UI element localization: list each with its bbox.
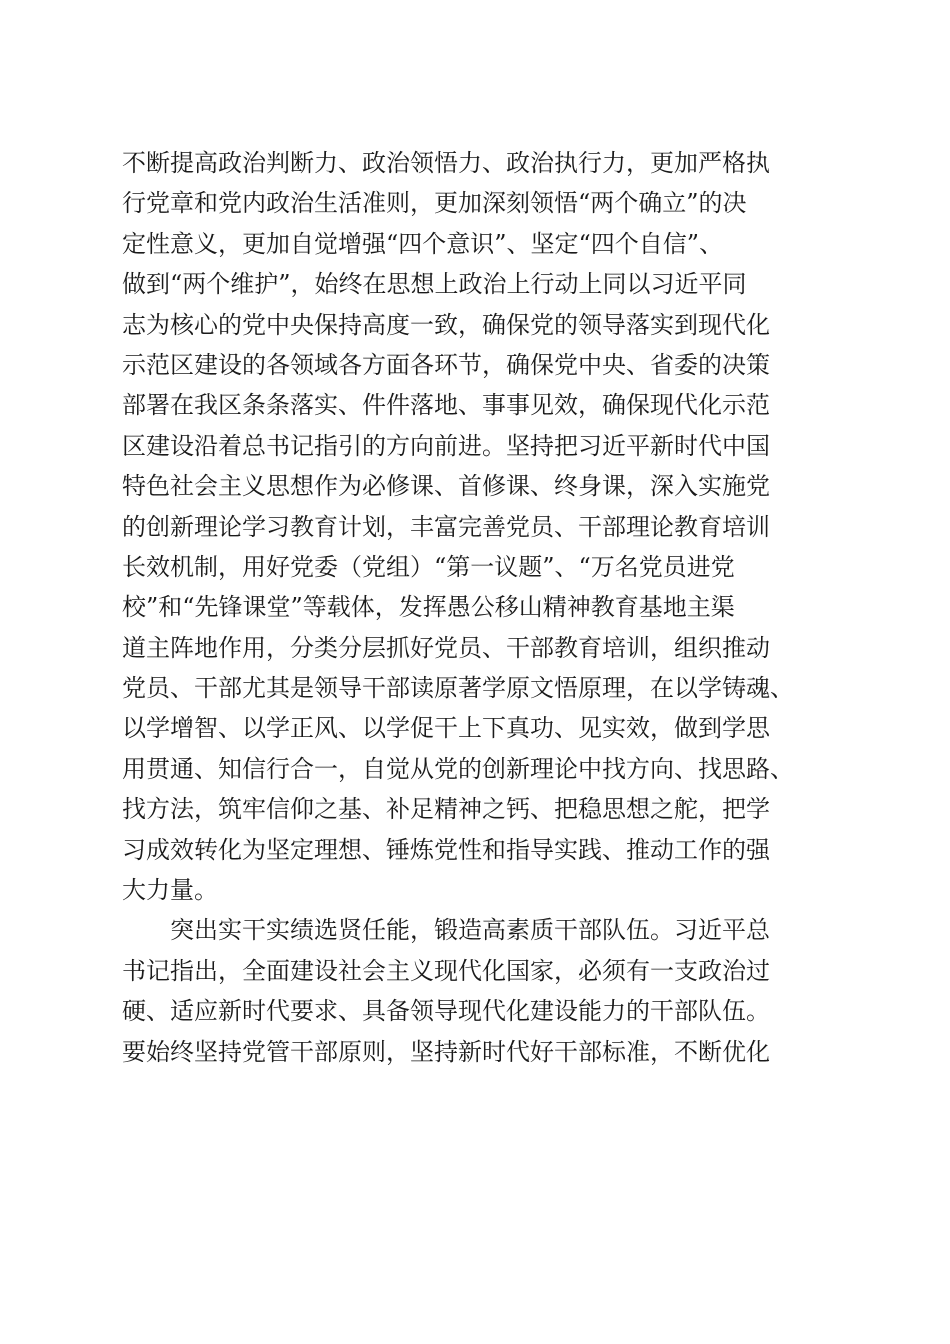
- text-line-23: 要始终坚持党管干部原则，坚持新时代好干部标准，不断优化: [122, 1037, 770, 1066]
- text-line-15: 以学增智、以学正风、以学促干上下真功、见实效，做到学思: [122, 714, 770, 743]
- body-text: [122, 143, 842, 1072]
- text-line-9: 特色社会主义思想作为必修课、首修课、终身课，深入实施党: [122, 472, 770, 501]
- text-line-21: 书记指出，全面建设社会主义现代化国家，必须有一支政治过: [122, 956, 770, 985]
- text-line-17: 找方法，筑牢信仰之基、补足精神之钙、把稳思想之舵，把学: [122, 795, 770, 824]
- text-line-10: 的创新理论学习教育计划，丰富完善党员、干部理论教育培训: [122, 512, 770, 541]
- text-line-2: 行党章和党内政治生活准则，更加深刻领悟“两个确立”的决: [122, 189, 747, 218]
- text-line-1: 不断提高政治判断力、政治领悟力、政治执行力，更加严格执: [122, 149, 770, 177]
- text-line-11: 长效机制，用好党委（党组）“第一议题”、“万名党员进党: [122, 552, 735, 581]
- text-line-3: 定性意义，更加自觉增强“四个意识”、坚定“四个自信”、: [122, 229, 724, 258]
- text-line-6: 示范区建设的各领域各方面各环节，确保党中央、省委的决策: [122, 350, 770, 379]
- text-line-16: 用贯通、知信行合一，自觉从党的创新理论中找方向、找思路、: [122, 754, 794, 783]
- text-line-5: 志为核心的党中央保持高度一致，确保党的领导落实到现代化: [122, 310, 770, 339]
- text-line-12: 校”和“先锋课堂”等载体，发挥愚公移山精神教育基地主渠: [122, 593, 735, 622]
- text-line-13: 道主阵地作用，分类分层抓好党员、干部教育培训，组织推动: [122, 633, 770, 662]
- paragraph-2-first-line: 突出实干实绩选贤任能，锻造高素质干部队伍。习近平总: [170, 916, 770, 945]
- text-line-22: 硬、适应新时代要求、具备领导现代化建设能力的干部队伍。: [122, 997, 770, 1026]
- text-line-19: 大力量。: [122, 876, 218, 905]
- text-line-4: 做到“两个维护”，始终在思想上政治上行动上同以习近平同: [122, 270, 747, 299]
- text-line-8: 区建设沿着总书记指引的方向前进。坚持把习近平新时代中国: [122, 431, 770, 460]
- text-line-18: 习成效转化为坚定理想、锤炼党性和指导实践、推动工作的强: [122, 835, 770, 864]
- text-line-14: 党员、干部尤其是领导干部读原著学原文悟原理，在以学铸魂、: [122, 674, 794, 703]
- text-line-7: 部署在我区条条落实、件件落地、事事见效，确保现代化示范: [122, 391, 770, 420]
